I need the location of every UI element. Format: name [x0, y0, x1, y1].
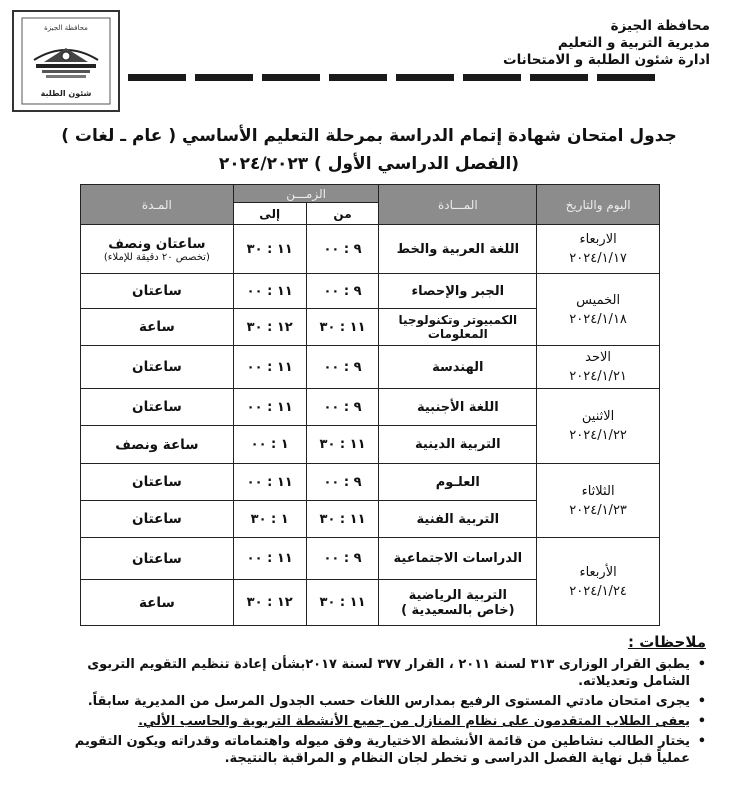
table-row [81, 389, 660, 426]
note-item: • يختار الطالب نشاطين من قائمة الأنشطة الاختيارية وفق ميوله واهتماماته وقدراته ويكون التقويم عملياً قبل نهاية الفصل الدراسى و تخطر لجان النظام و المراقبة بالنتيجة. [42, 733, 690, 767]
logo-caption: شئون الطلبة [40, 89, 92, 98]
to-cell: ١ : ٠٠ [233, 426, 306, 464]
to-cell: ١١ : ٠٠ [233, 464, 306, 501]
table-row [81, 464, 660, 501]
header-subject: المـــادة [379, 185, 537, 225]
subject-cell: العلـوم [379, 464, 537, 501]
duration-cell: ساعتان [81, 274, 234, 309]
duration-cell: ساعة [81, 580, 234, 626]
duration-cell: ساعتان ونصف (تخصص ٢٠ دقيقة للإملاء) [81, 225, 234, 274]
divider-segment [597, 74, 655, 81]
day-date-cell: الاثنين ٢٠٢٤/١/٢٢ [537, 389, 660, 464]
to-cell: ١١ : ٠٠ [233, 346, 306, 389]
table-row [81, 225, 660, 274]
subject-cell: الجبر والإحصاء [379, 274, 537, 309]
divider-segment [530, 74, 588, 81]
header-duration: المـدة [81, 185, 234, 225]
logo-top-text: محافظة الجيزة [44, 24, 88, 32]
logo-emblem-icon [14, 12, 118, 110]
to-cell: ١١ : ٠٠ [233, 389, 306, 426]
header-to: إلى [233, 203, 306, 225]
to-cell: ١٢ : ٣٠ [233, 309, 306, 346]
to-cell: ١١ : ٠٠ [233, 538, 306, 580]
subject-cell: اللغة العربية والخط [379, 225, 537, 274]
day-date-cell: الأربعاء ٢٠٢٤/١/٢٤ [537, 538, 660, 626]
day-date-cell: الثلاثاء ٢٠٢٤/١/٢٣ [537, 464, 660, 538]
from-cell: ١١ : ٣٠ [306, 580, 379, 626]
from-cell: ٩ : ٠٠ [306, 274, 379, 309]
from-cell: ٩ : ٠٠ [306, 346, 379, 389]
divider-segment [195, 74, 253, 81]
divider-segment [262, 74, 320, 81]
from-cell: ١١ : ٣٠ [306, 309, 379, 346]
day-date-cell: الاربعاء ٢٠٢٤/١/١٧ [537, 225, 660, 274]
day-date-cell: الخميس ٢٠٢٤/١/١٨ [537, 274, 660, 346]
header-administration: ادارة شئون الطلبة و الامتحانات [503, 52, 710, 68]
duration-cell: ساعتان [81, 538, 234, 580]
divider-segment [128, 74, 186, 81]
from-cell: ٩ : ٠٠ [306, 538, 379, 580]
note-item: • يعفى الطلاب المتقدمون على نظام المنازل من جميع الأنشطة التربوية والحاسب الألي. [42, 713, 690, 730]
divider-segment [463, 74, 521, 81]
to-cell: ١١ : ٠٠ [233, 274, 306, 309]
duration-cell: ساعتان [81, 346, 234, 389]
notes-title: ملاحظات : [627, 633, 706, 651]
day-date-cell: الاحد ٢٠٢٤/١/٢١ [537, 346, 660, 389]
divider-segment [329, 74, 387, 81]
subject-cell: الهندسة [379, 346, 537, 389]
to-cell: ١ : ٣٠ [233, 501, 306, 538]
from-cell: ٩ : ٠٠ [306, 464, 379, 501]
from-cell: ١١ : ٣٠ [306, 501, 379, 538]
header-governorate: محافظة الجيزة [610, 18, 710, 34]
to-cell: ١١ : ٣٠ [233, 225, 306, 274]
duration-cell: ساعة ونصف [81, 426, 234, 464]
issuer-header [503, 18, 710, 69]
note-item: • يجرى امتحان مادتي المستوى الرفيع بمدارس اللغات حسب الجدول المرسل من المديرية سابقاً. [42, 693, 690, 710]
duration-note: (تخصص ٢٠ دقيقة للإملاء) [103, 251, 210, 263]
schedule-title: جدول امتحان شهادة إتمام الدراسة بمرحلة التعليم الأساسي ( عام ـ لغات ) [61, 126, 677, 146]
subject-cell: التربية الفنية [379, 501, 537, 538]
notes-list [42, 656, 708, 770]
from-cell: ٩ : ٠٠ [306, 389, 379, 426]
duration-cell: ساعتان [81, 501, 234, 538]
from-cell: ١١ : ٣٠ [306, 426, 379, 464]
directorate-logo [12, 10, 120, 112]
header-day-date: اليوم والتاريخ [537, 185, 660, 225]
subject-cell: الكمبيوتر وتكنولوجيا المعلومات [379, 309, 537, 346]
subject-cell: التربية الدينية [379, 426, 537, 464]
header-divider [128, 74, 720, 82]
exam-schedule-table [80, 184, 660, 626]
table-row [81, 274, 660, 309]
table-row [81, 538, 660, 580]
duration-cell: ساعة [81, 309, 234, 346]
header-from: من [306, 203, 379, 225]
note-item: • يطبق القرار الوزارى ٣١٣ لسنة ٢٠١١ ، القرار ٣٧٧ لسنة ٢٠١٧بشأن إعادة تنظيم التقويم التربوى الشامل وتعديلاته. [42, 656, 690, 690]
subject-cell: الدراسات الاجتماعية [379, 538, 537, 580]
semester-title: (الفصل الدراسي الأول ) ٢٠٢٤/٢٠٢٣ [218, 154, 520, 174]
subject-cell: التربية الرياضية (خاص بالسعيدية ) [379, 580, 537, 626]
header-time: الزمـــن [233, 185, 379, 203]
duration-cell: ساعتان [81, 389, 234, 426]
to-cell: ١٢ : ٣٠ [233, 580, 306, 626]
subject-cell: اللغة الأجنبية [379, 389, 537, 426]
duration-cell: ساعتان [81, 464, 234, 501]
from-cell: ٩ : ٠٠ [306, 225, 379, 274]
header-directorate: مديرية التربية و التعليم [557, 35, 710, 51]
table-row [81, 346, 660, 389]
divider-segment [396, 74, 454, 81]
